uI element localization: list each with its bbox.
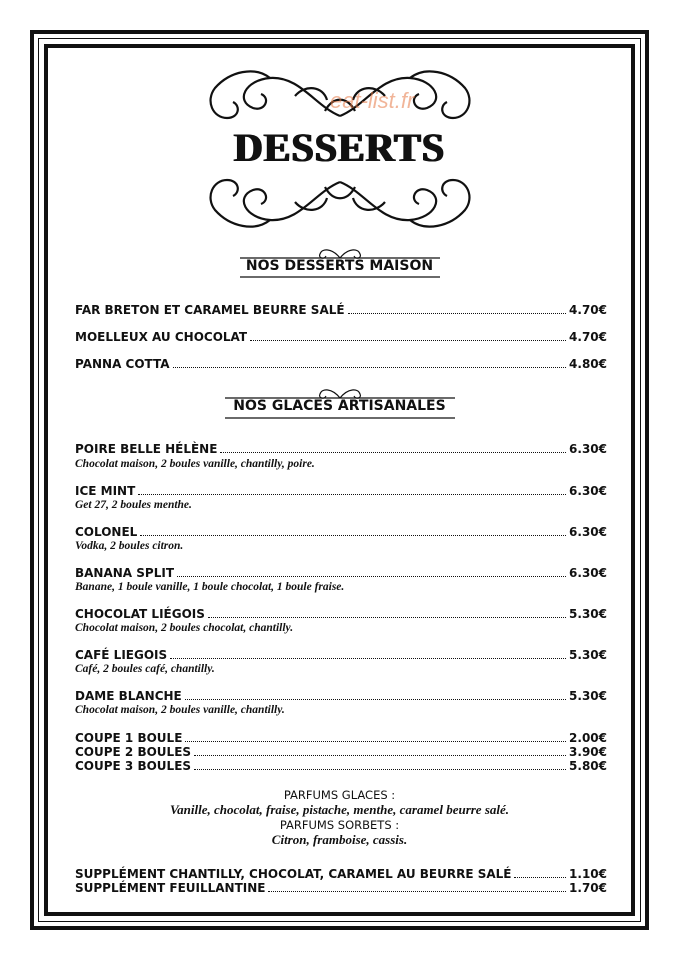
menu-item-colonel <box>75 525 607 539</box>
section-title-glaces <box>0 398 679 414</box>
item-name: DAME BLANCHE <box>75 689 182 703</box>
leader-dots <box>268 882 566 892</box>
item-price: 6.30€ <box>569 484 607 498</box>
leader-dots <box>220 443 566 453</box>
item-price: 5.30€ <box>569 689 607 703</box>
item-name: ICE MINT <box>75 484 136 498</box>
item-name: CAFÉ LIEGOIS <box>75 648 168 662</box>
menu-item-chocolat-liegois <box>75 607 607 621</box>
leader-dots <box>173 358 566 368</box>
section-glaces-underline <box>225 416 455 420</box>
menu-item-supplement-feuillantine <box>75 881 607 895</box>
menu-item-panna-cotta <box>75 357 607 371</box>
item-name: SUPPLÉMENT CHANTILLY, CHOCOLAT, CARAMEL AU BEURRE SALÉ <box>75 867 512 881</box>
page-title: DESSERTS <box>233 125 446 170</box>
item-name: CHOCOLAT LIÉGOIS <box>75 607 205 621</box>
section-maison-label: NOS DESSERTS MAISON <box>245 258 434 274</box>
watermark: eat-list.fr <box>330 88 415 113</box>
menu-item-coupe-3 <box>75 759 607 773</box>
menu-item-coupe-1 <box>75 731 607 745</box>
item-name: SUPPLÉMENT FEUILLANTINE <box>75 881 266 895</box>
item-price: 5.80€ <box>569 759 607 773</box>
leader-dots <box>140 526 566 536</box>
leader-dots <box>514 868 566 878</box>
leader-dots <box>194 760 566 770</box>
item-name: PANNA COTTA <box>75 357 170 371</box>
item-description: Banane, 1 boule vanille, 1 boule chocolat, 1 boule fraise. <box>75 581 345 593</box>
section-title-maison <box>0 258 679 274</box>
leader-dots <box>170 649 566 659</box>
item-description: Chocolat maison, 2 boules chocolat, chantilly. <box>75 622 294 634</box>
item-name: MOELLEUX AU CHOCOLAT <box>75 330 248 344</box>
item-description: Vodka, 2 boules citron. <box>75 540 184 552</box>
leader-dots <box>185 732 566 742</box>
parfums-glaces-title: PARFUMS GLACES : <box>283 788 396 802</box>
leader-dots <box>208 608 566 618</box>
menu-item-poire-belle-helene <box>75 442 607 456</box>
menu-item-coupe-2 <box>75 745 607 759</box>
item-price: 6.30€ <box>569 442 607 456</box>
item-name: FAR BRETON ET CARAMEL BEURRE SALÉ <box>75 303 345 317</box>
item-name: COUPE 1 BOULE <box>75 731 183 745</box>
leader-dots <box>177 567 566 577</box>
menu-item-ice-mint <box>75 484 607 498</box>
item-price: 3.90€ <box>569 745 607 759</box>
item-price: 4.70€ <box>569 330 607 344</box>
item-name: COUPE 2 BOULES <box>75 745 192 759</box>
leader-dots <box>194 746 566 756</box>
parfums-sorbets-list: Citron, framboise, cassis. <box>271 832 408 847</box>
item-name: BANANA SPLIT <box>75 566 175 580</box>
leader-dots <box>138 485 566 495</box>
item-description: Get 27, 2 boules menthe. <box>75 499 192 511</box>
section-glaces-label: NOS GLACES ARTISANALES <box>233 398 446 414</box>
menu-item-cafe-liegois <box>75 648 607 662</box>
leader-dots <box>250 331 566 341</box>
leader-dots <box>348 304 566 314</box>
menu-item-supplement-chantilly <box>75 867 607 881</box>
item-price: 4.70€ <box>569 303 607 317</box>
item-description: Chocolat maison, 2 boules vanille, chantilly, poire. <box>75 458 315 470</box>
item-price: 5.30€ <box>569 648 607 662</box>
item-price: 1.70€ <box>569 881 607 895</box>
item-price: 1.10€ <box>569 867 607 881</box>
leader-dots <box>185 690 566 700</box>
menu-item-dame-blanche <box>75 689 607 703</box>
item-name: COLONEL <box>75 525 138 539</box>
item-price: 6.30€ <box>569 525 607 539</box>
menu-item-moelleux <box>75 330 607 344</box>
parfums-sorbets-title: PARFUMS SORBETS : <box>279 818 400 832</box>
item-price: 6.30€ <box>569 566 607 580</box>
item-price: 4.80€ <box>569 357 607 371</box>
parfums-glaces-list: Vanille, chocolat, fraise, pistache, menthe, caramel beurre salé. <box>169 802 510 817</box>
item-name: COUPE 3 BOULES <box>75 759 192 773</box>
section-maison-underline <box>240 275 440 279</box>
menu-item-banana-split <box>75 566 607 580</box>
item-description: Chocolat maison, 2 boules vanille, chantilly. <box>75 704 285 716</box>
bottom-flourish-ornament <box>205 172 475 232</box>
item-price: 2.00€ <box>569 731 607 745</box>
item-name: POIRE BELLE HÉLÈNE <box>75 442 218 456</box>
menu-item-far-breton <box>75 303 607 317</box>
item-description: Café, 2 boules café, chantilly. <box>75 663 215 675</box>
item-price: 5.30€ <box>569 607 607 621</box>
